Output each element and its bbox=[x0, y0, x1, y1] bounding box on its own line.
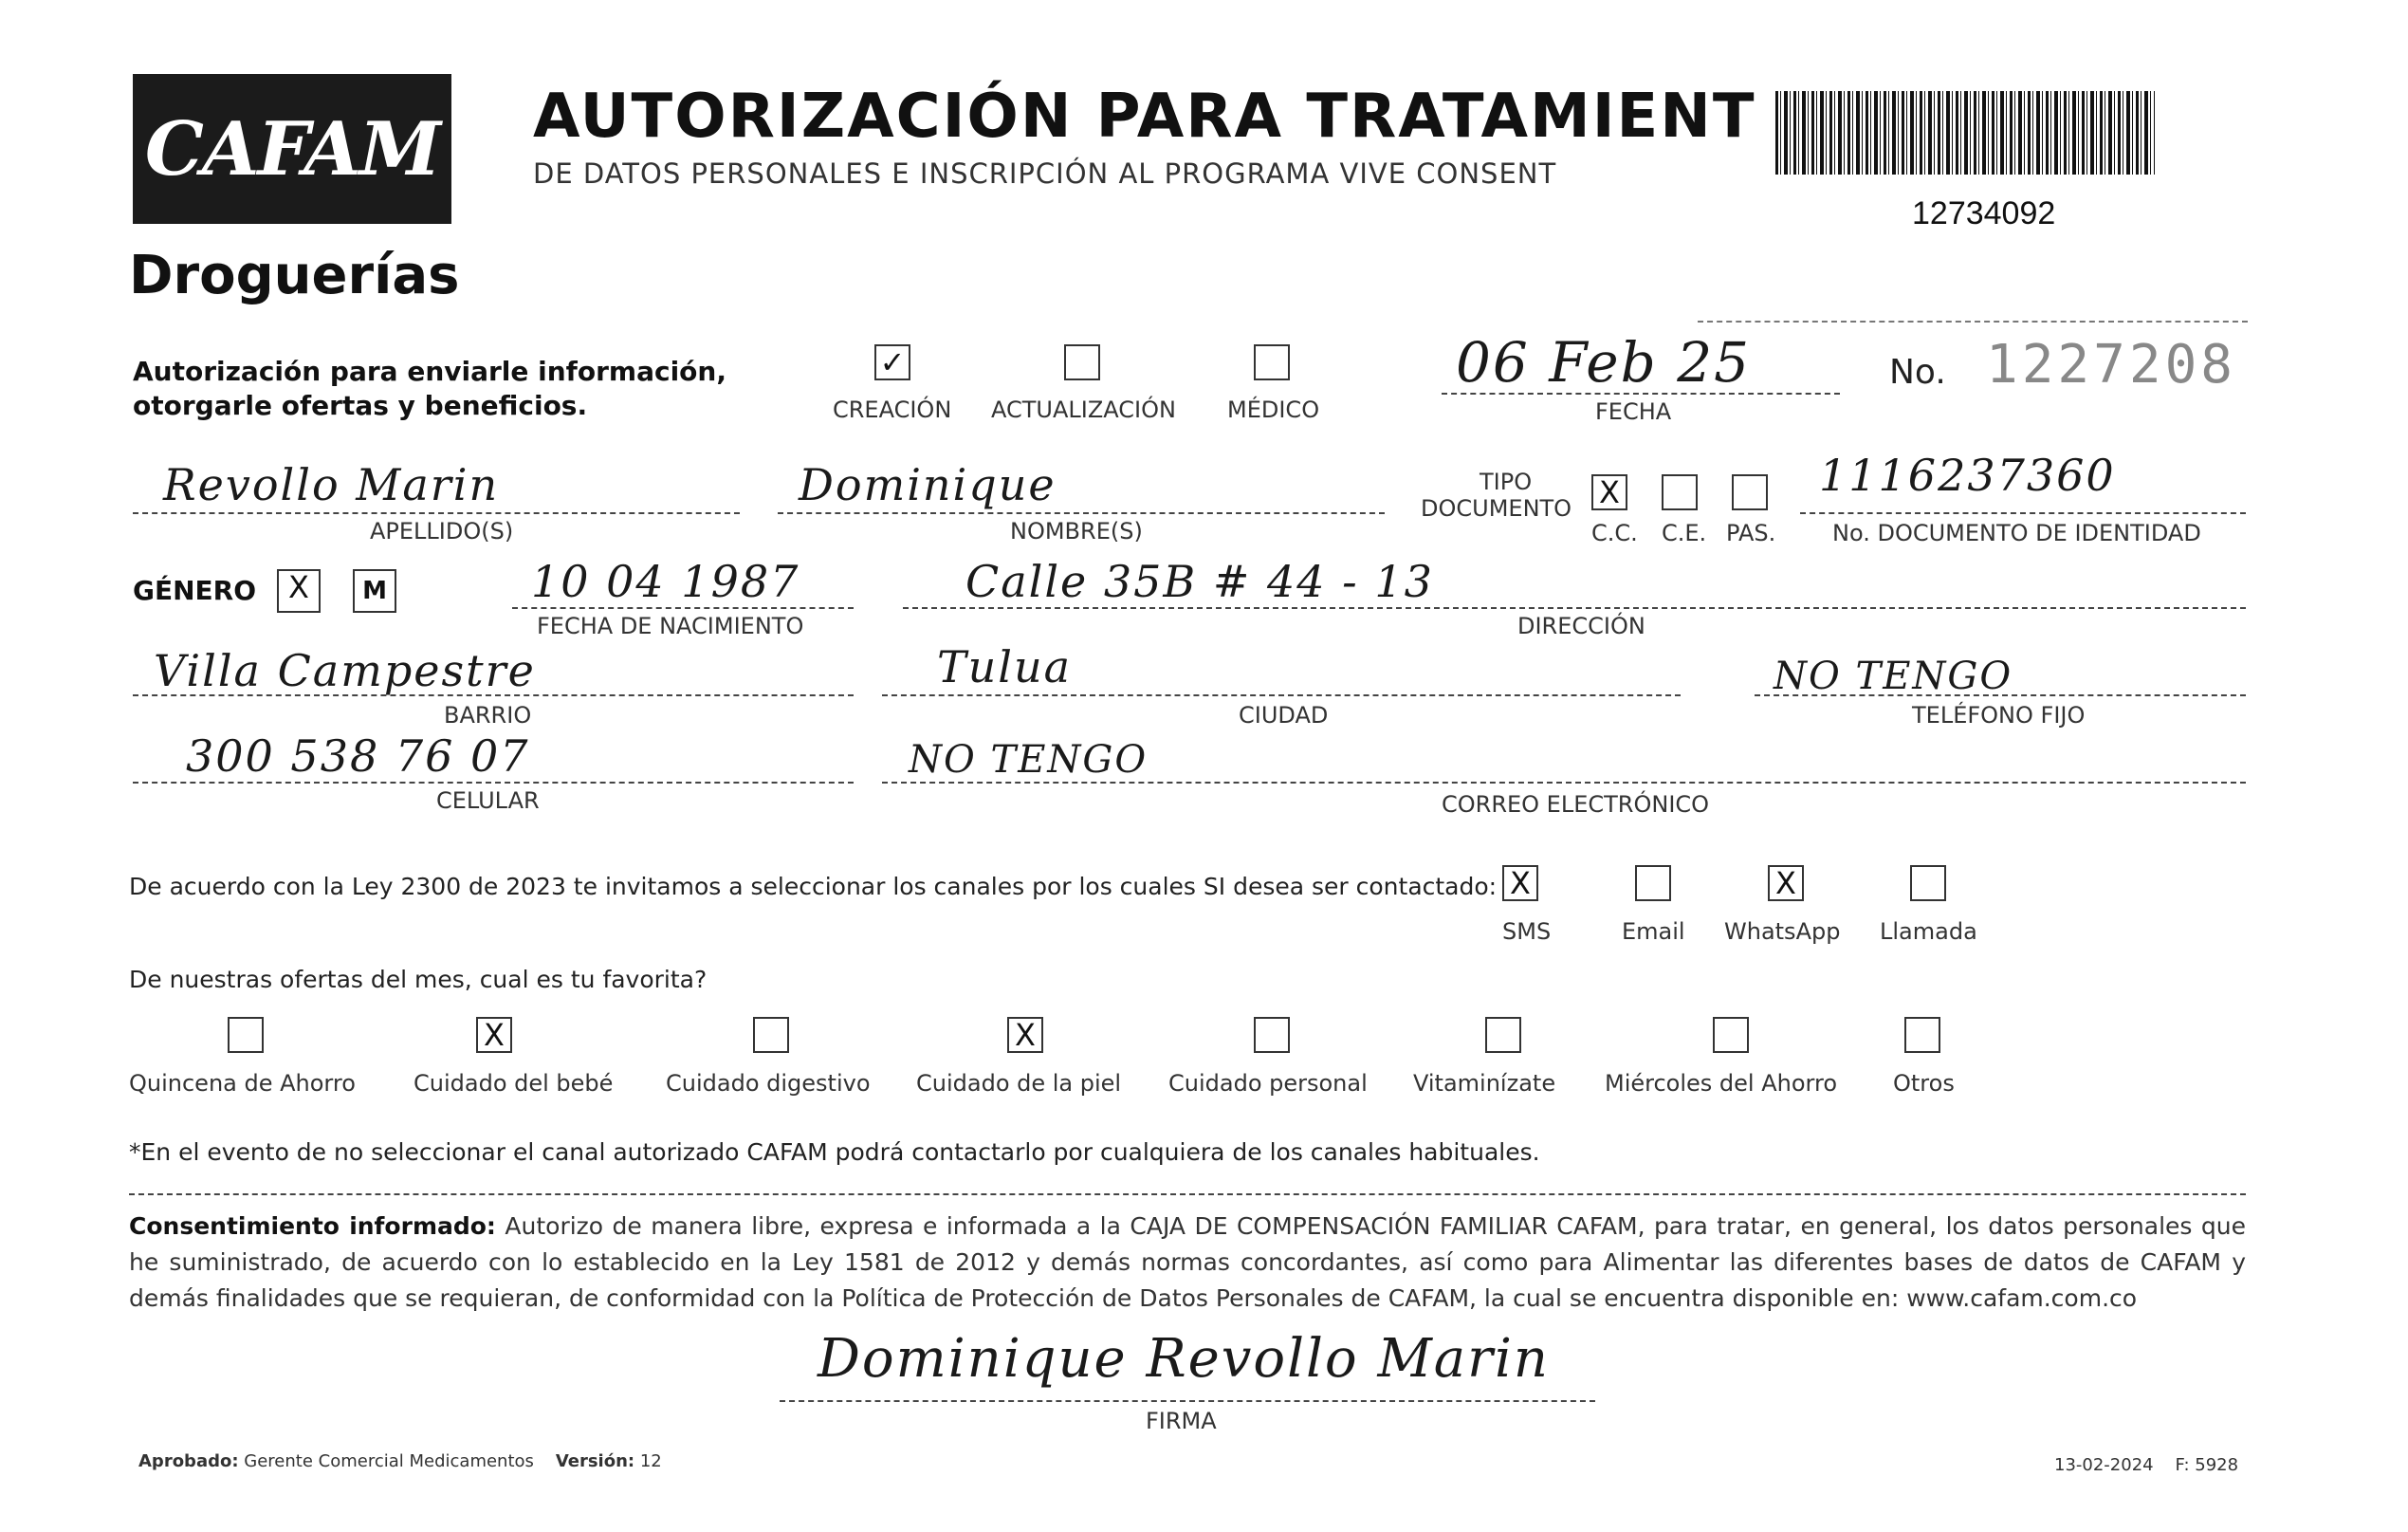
direccion-line bbox=[903, 607, 2246, 609]
logo-text: CAFAM bbox=[144, 105, 440, 193]
celular-value[interactable]: 300 538 76 07 bbox=[186, 730, 530, 782]
label-bebe: Cuidado del bebé bbox=[414, 1070, 614, 1097]
barcode bbox=[1775, 91, 2155, 175]
telefono-label: TELÉFONO FIJO bbox=[1912, 702, 2086, 729]
label-otros: Otros bbox=[1893, 1070, 1955, 1097]
correo-label: CORREO ELECTRÓNICO bbox=[1442, 791, 1710, 818]
ciudad-label: CIUDAD bbox=[1239, 702, 1329, 729]
section-divider bbox=[129, 1193, 2246, 1195]
checkbox-ce[interactable] bbox=[1662, 474, 1698, 510]
tipo-documento-label-2: DOCUMENTO bbox=[1421, 495, 1572, 522]
version-label: Versión: bbox=[555, 1451, 635, 1471]
fecha-line bbox=[1442, 393, 1840, 395]
checkbox-creacion[interactable]: ✓ bbox=[874, 344, 910, 380]
checkbox-digestivo[interactable] bbox=[753, 1017, 789, 1053]
checkbox-miercoles[interactable] bbox=[1713, 1017, 1749, 1053]
brand-subtitle: Droguerías bbox=[129, 245, 460, 306]
consent-title: Consentimiento informado: bbox=[129, 1212, 496, 1240]
checkbox-otros[interactable] bbox=[1904, 1017, 1940, 1053]
authorization-text-line1: Autorización para enviarle información, bbox=[133, 356, 726, 387]
checkbox-genero-f[interactable]: X bbox=[277, 569, 321, 613]
nacimiento-label: FECHA DE NACIMIENTO bbox=[537, 613, 804, 639]
ciudad-value[interactable]: Tulua bbox=[937, 641, 1073, 692]
fecha-value[interactable]: 06 Feb 25 bbox=[1456, 330, 1752, 395]
numero-top-line bbox=[1698, 321, 2248, 323]
label-personal: Cuidado personal bbox=[1168, 1070, 1368, 1097]
label-actualizacion: ACTUALIZACIÓN bbox=[991, 397, 1176, 423]
direccion-label: DIRECCIÓN bbox=[1517, 613, 1645, 639]
nombres-line bbox=[778, 512, 1385, 514]
nacimiento-line bbox=[512, 607, 854, 609]
authorization-text bbox=[133, 355, 726, 423]
checkbox-vitaminizate[interactable] bbox=[1485, 1017, 1521, 1053]
label-email: Email bbox=[1622, 918, 1685, 945]
label-cc: C.C. bbox=[1591, 520, 1638, 546]
checkbox-email[interactable] bbox=[1635, 865, 1671, 901]
documento-label: No. DOCUMENTO DE IDENTIDAD bbox=[1832, 520, 2201, 546]
checkbox-personal[interactable] bbox=[1254, 1017, 1290, 1053]
nombres-label: NOMBRE(S) bbox=[1010, 518, 1143, 545]
form-title-sub: DE DATOS PERSONALES E INSCRIPCIÓN AL PROGRAMA VIVE CONSENT bbox=[533, 157, 1557, 190]
nacimiento-value[interactable]: 10 04 1987 bbox=[531, 556, 800, 607]
channels-text: De acuerdo con la Ley 2300 de 2023 te invitamos a seleccionar los canales por los cuales SI desea ser contactado: bbox=[129, 873, 1498, 900]
consent-paragraph bbox=[129, 1209, 2246, 1317]
form-code: F: 5928 bbox=[2175, 1455, 2239, 1475]
aprobado-label: Aprobado: bbox=[138, 1451, 239, 1471]
barcode-number: 12734092 bbox=[1912, 195, 2056, 231]
direccion-value[interactable]: Calle 35B # 44 - 13 bbox=[965, 556, 1434, 607]
label-digestivo: Cuidado digestivo bbox=[666, 1070, 871, 1097]
barrio-line bbox=[133, 694, 854, 696]
barrio-label: BARRIO bbox=[444, 702, 532, 729]
celular-line bbox=[133, 782, 854, 784]
checkbox-pas[interactable] bbox=[1732, 474, 1768, 510]
label-sms: SMS bbox=[1502, 918, 1552, 945]
celular-label: CELULAR bbox=[436, 787, 540, 814]
documento-line bbox=[1800, 512, 2246, 514]
genero-label: GÉNERO bbox=[133, 575, 257, 606]
telefono-value[interactable]: NO TENGO bbox=[1774, 655, 2013, 698]
label-quincena: Quincena de Ahorro bbox=[129, 1070, 356, 1097]
checkbox-llamada[interactable] bbox=[1910, 865, 1946, 901]
label-creacion: CREACIÓN bbox=[833, 397, 952, 423]
checkbox-genero-m[interactable]: M bbox=[353, 569, 396, 613]
label-miercoles: Miércoles del Ahorro bbox=[1605, 1070, 1838, 1097]
checkbox-sms[interactable]: X bbox=[1502, 865, 1538, 901]
signature-value[interactable]: Dominique Revollo Marin bbox=[818, 1328, 1550, 1390]
apellidos-value[interactable]: Revollo Marin bbox=[163, 459, 500, 510]
signature-label: FIRMA bbox=[1146, 1408, 1217, 1434]
offers-question: De nuestras ofertas del mes, cual es tu favorita? bbox=[129, 966, 708, 993]
correo-line bbox=[882, 782, 2246, 784]
telefono-line bbox=[1755, 694, 2246, 696]
numero-label: No. bbox=[1889, 353, 1946, 392]
ciudad-line bbox=[882, 694, 1681, 696]
footer-left bbox=[138, 1451, 662, 1471]
fecha-label: FECHA bbox=[1595, 398, 1672, 425]
signature-line bbox=[780, 1400, 1595, 1402]
checkbox-whatsapp[interactable]: X bbox=[1768, 865, 1804, 901]
authorization-text-line2: otorgarle ofertas y beneficios. bbox=[133, 390, 588, 421]
label-pas: PAS. bbox=[1726, 520, 1776, 546]
barrio-value[interactable]: Villa Campestre bbox=[154, 645, 536, 696]
footer-date: 13-02-2024 bbox=[2054, 1455, 2154, 1475]
checkbox-cc[interactable]: X bbox=[1591, 474, 1627, 510]
tipo-documento-label-1: TIPO bbox=[1480, 469, 1533, 495]
label-piel: Cuidado de la piel bbox=[916, 1070, 1122, 1097]
footer-right bbox=[2054, 1455, 2238, 1475]
apellidos-label: APELLIDO(S) bbox=[370, 518, 514, 545]
aprobado-value: Gerente Comercial Medicamentos bbox=[244, 1451, 534, 1471]
label-whatsapp: WhatsApp bbox=[1724, 918, 1841, 945]
checkbox-quincena[interactable] bbox=[228, 1017, 264, 1053]
checkbox-piel[interactable]: X bbox=[1007, 1017, 1043, 1053]
form-title: AUTORIZACIÓN PARA TRATAMIENT bbox=[533, 82, 1756, 152]
checkbox-actualizacion[interactable] bbox=[1064, 344, 1100, 380]
channel-note: *En el evento de no seleccionar el canal autorizado CAFAM podrá contactarlo por cualquiera de los canales habituales. bbox=[129, 1138, 1540, 1166]
version-value: 12 bbox=[639, 1451, 662, 1471]
cafam-logo bbox=[133, 74, 451, 224]
documento-value[interactable]: 1116237360 bbox=[1819, 450, 2116, 501]
numero-value: 1227208 bbox=[1986, 334, 2237, 396]
nombres-value[interactable]: Dominique bbox=[799, 459, 1057, 510]
label-vitaminizate: Vitaminízate bbox=[1413, 1070, 1556, 1097]
label-medico: MÉDICO bbox=[1227, 397, 1320, 423]
consent-text: Autorizo de manera libre, expresa e informada a la CAJA DE COMPENSACIÓN FAMILIAR CAFAM, para tratar, en general, los datos personales que he suministrado, de acuerdo con lo establecido en la Ley 1581 de 2012 y demás normas concordantes, así como para Alimentar las diferentes bases de datos de CAFAM y demás finalidades que se requieran, de conformidad con la Política de Protección de Datos Personales de CAFAM, la cual se encuentra disponible en: www.cafam.com.co bbox=[129, 1212, 2246, 1312]
checkbox-bebe[interactable]: X bbox=[476, 1017, 512, 1053]
label-llamada: Llamada bbox=[1880, 918, 1977, 945]
label-ce: C.E. bbox=[1662, 520, 1707, 546]
apellidos-line bbox=[133, 512, 740, 514]
checkbox-medico[interactable] bbox=[1254, 344, 1290, 380]
correo-value[interactable]: NO TENGO bbox=[909, 738, 1149, 782]
